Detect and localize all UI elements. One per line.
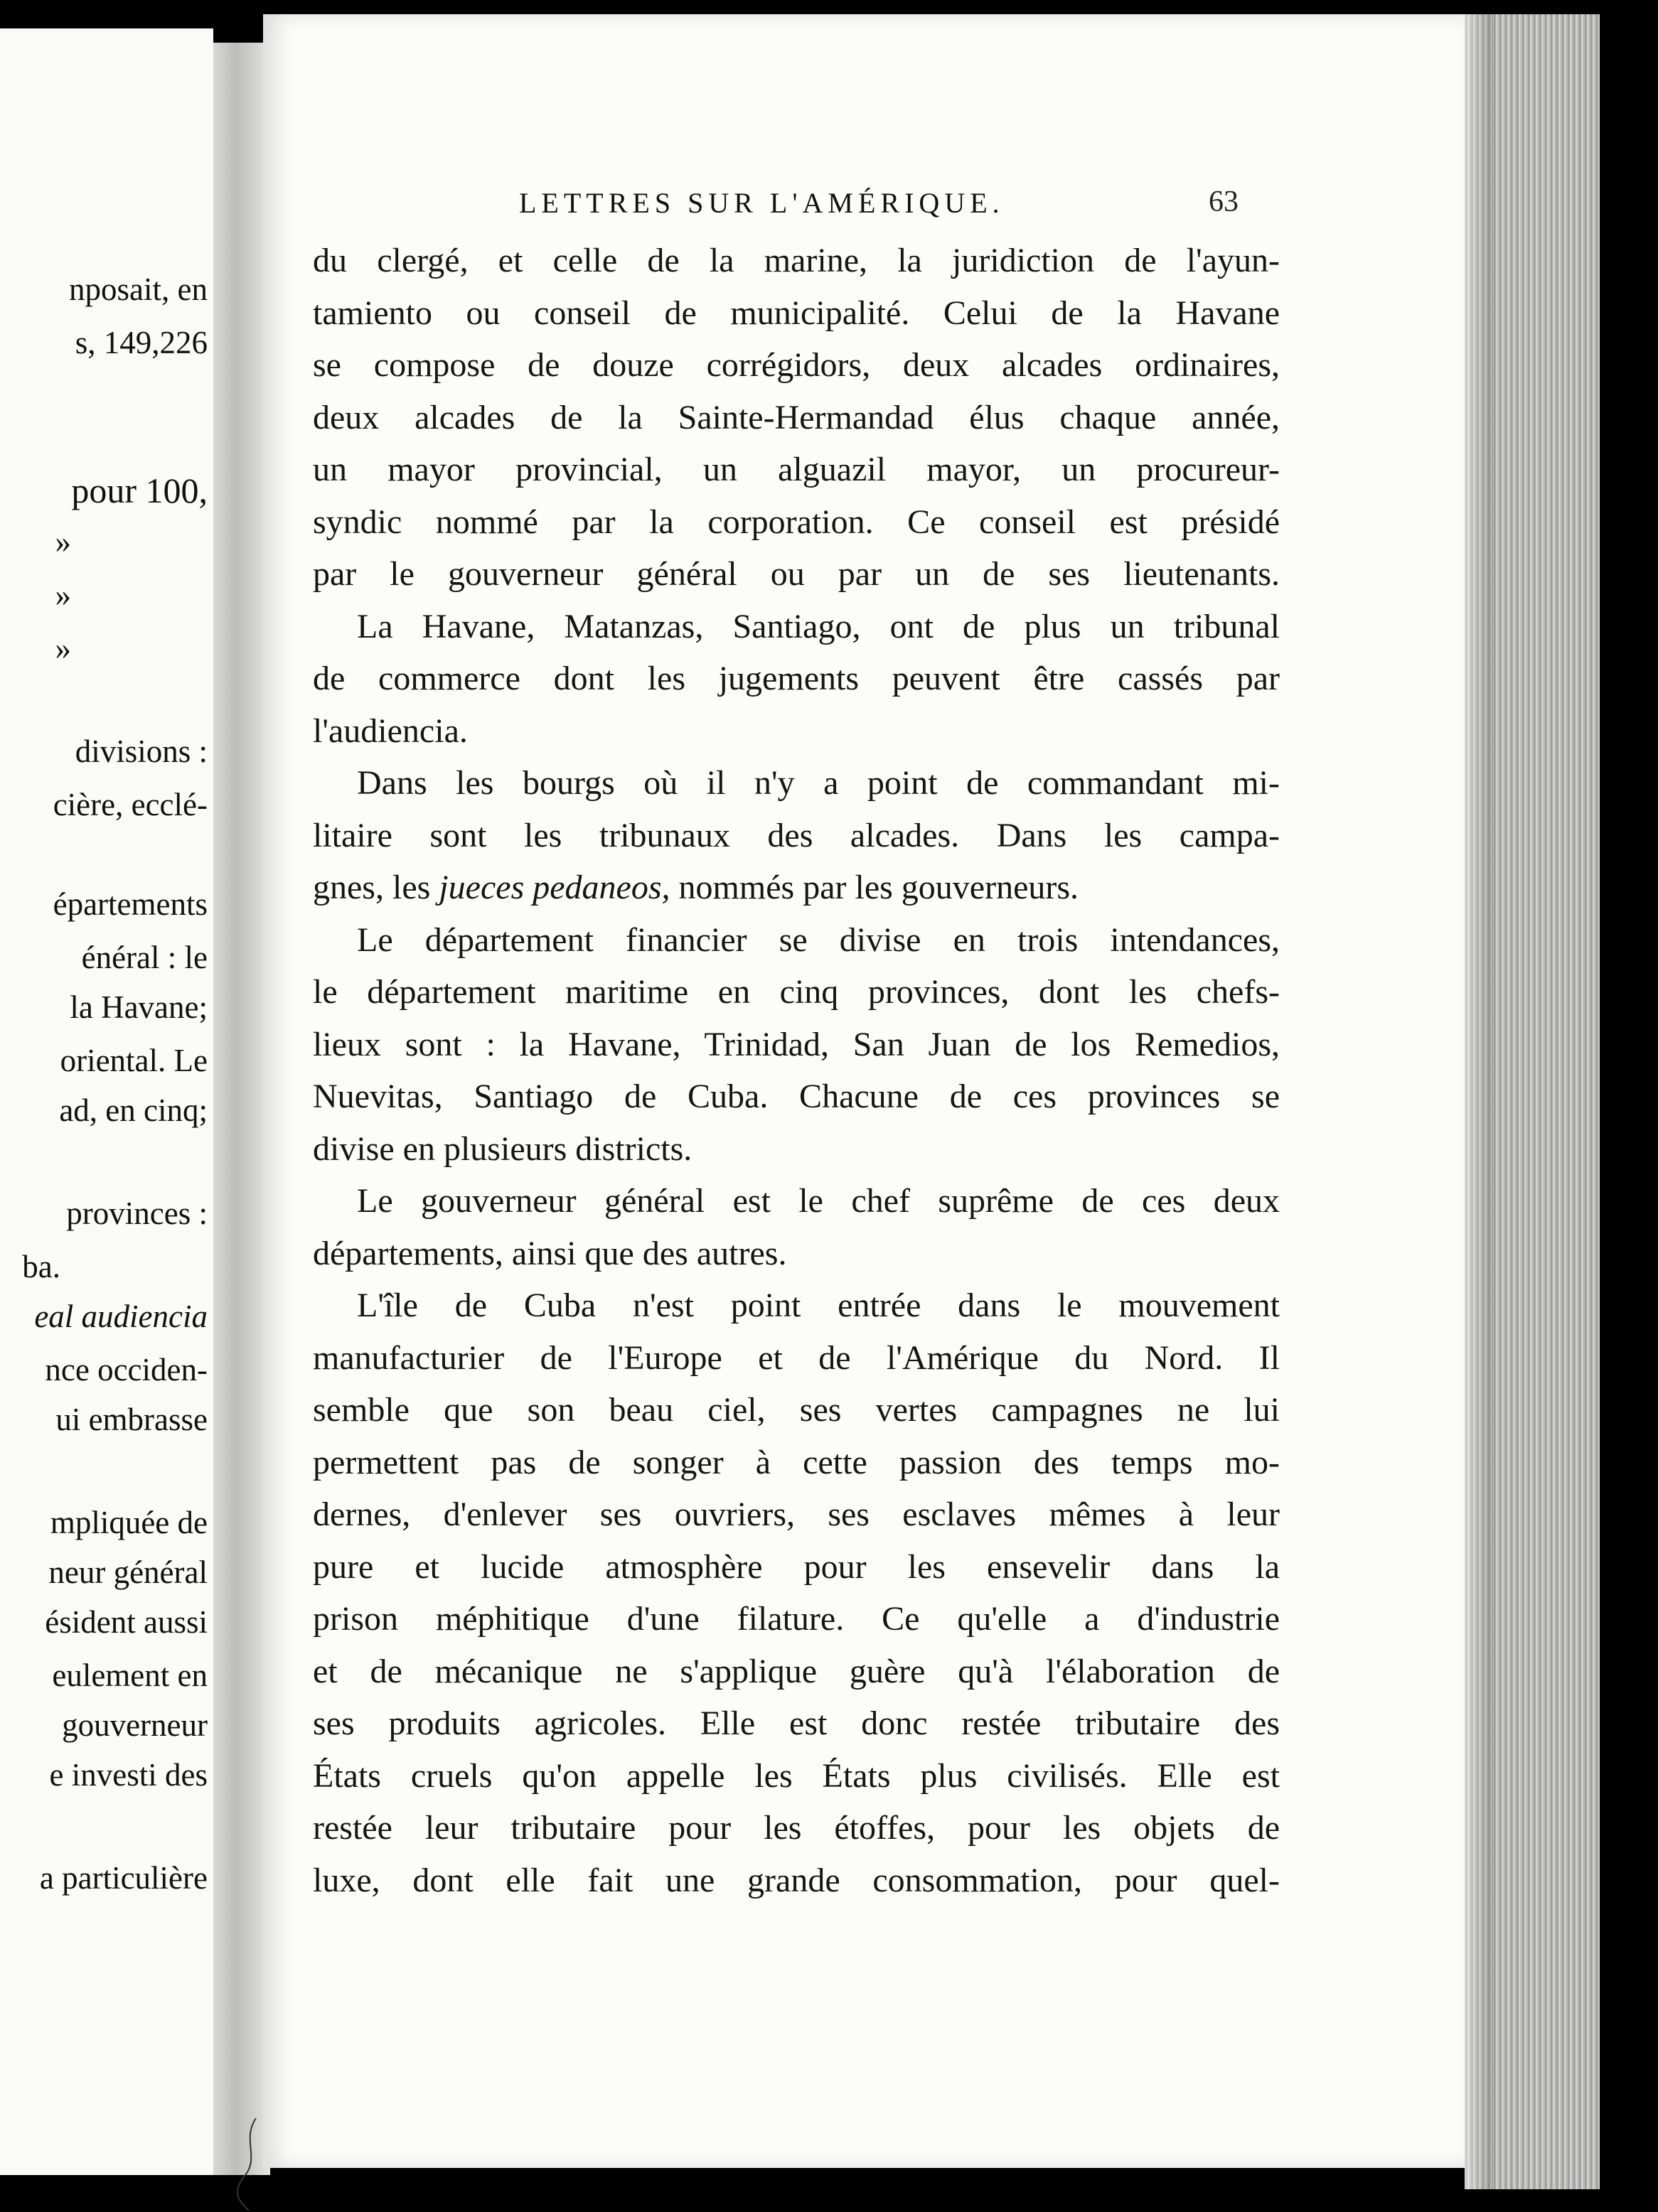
text-fragment: gnes, les xyxy=(313,869,431,906)
left-page-line: eulement en xyxy=(52,1658,208,1693)
text-line: L'île de Cuba n'est point entrée dans le mouvement xyxy=(357,1287,1280,1324)
page-edge-shadow xyxy=(1465,14,1493,2189)
binding-thread xyxy=(235,2118,263,2211)
left-page-line: divisions : xyxy=(75,734,208,769)
book-gutter xyxy=(213,43,270,2175)
text-line: Dans les bourgs où il n'y a point de commandant mi- xyxy=(357,764,1280,802)
left-page-line: ui embrasse xyxy=(55,1402,208,1437)
text-line: prison méphitique d'une filature. Ce qu'elle a d'industrie xyxy=(313,1600,1280,1638)
text-line: de commerce dont les jugements peuvent être cassés par xyxy=(313,660,1280,697)
text-line: divise en plusieurs districts. xyxy=(313,1129,692,1168)
text-line: États cruels qu'on appelle les États plus civilisés. Elle est xyxy=(313,1756,1280,1795)
text-line: manufacturier de l'Europe et de l'Amérique du Nord. Il xyxy=(313,1338,1280,1377)
left-page-line: provinces : xyxy=(66,1196,208,1231)
text-line: par le gouverneur général ou par un de ses lieutenants. xyxy=(313,555,1280,593)
left-page-line: ad, en cinq; xyxy=(59,1092,208,1128)
text-line: permettent pas de songer à cette passion des temps mo- xyxy=(313,1443,1280,1481)
left-page-line: épartements xyxy=(53,886,208,922)
left-page-line: gouverneur xyxy=(62,1707,208,1743)
left-page-line: neur général xyxy=(48,1555,208,1590)
text-line: restée leur tributaire pour les étoffes, pour les objets de xyxy=(313,1809,1280,1847)
text-line: lieux sont : la Havane, Trinidad, San Juan de los Remedios, xyxy=(313,1025,1280,1063)
left-page-line: nposait, en xyxy=(69,272,208,307)
text-line: du clergé, et celle de la marine, la juridiction de l'ayun- xyxy=(313,242,1280,279)
text-line: semble que son beau ciel, ses vertes campagnes ne lui xyxy=(313,1391,1280,1429)
text-line: l'audiencia. xyxy=(313,712,468,750)
text-line: deux alcades de la Sainte-Hermandad élus chaque année, xyxy=(313,398,1280,436)
left-page-line: oriental. Le xyxy=(60,1043,208,1078)
text-line: Le gouverneur général est le chef suprême de ces deux xyxy=(357,1182,1280,1220)
text-line: Le département financier se divise en trois intendances, xyxy=(357,920,1280,959)
text-line: un mayor provincial, un alguazil mayor, un procureur- xyxy=(313,451,1280,488)
text-line: et de mécanique ne s'applique guère qu'à l'élaboration de xyxy=(313,1652,1280,1690)
text-line: dernes, d'enlever ses ouvriers, ses esclaves mêmes à leur xyxy=(313,1496,1280,1533)
left-page-line: ba. xyxy=(22,1249,60,1284)
left-page-line: énéral : le xyxy=(81,940,208,975)
left-page-line: s, 149,226 xyxy=(75,325,208,360)
left-page-line: » xyxy=(55,524,71,559)
running-title: LETTRES SUR L'AMÉRIQUE. xyxy=(519,187,1005,219)
left-page-line: pour 100, xyxy=(71,471,208,510)
text-line: départements, ainsi que des autres. xyxy=(313,1234,787,1272)
text-line: ses produits agricoles. Elle est donc restée tributaire des xyxy=(313,1704,1280,1742)
left-facing-page xyxy=(0,28,213,2175)
text-line-mixed xyxy=(313,861,1280,914)
text-fragment: nommés par les gouverneurs. xyxy=(678,869,1079,906)
left-page-line: mpliquée de xyxy=(50,1505,208,1540)
text-line: Nuevitas, Santiago de Cuba. Chacune de ces provinces se xyxy=(313,1078,1280,1115)
italic-term: jueces pedaneos, xyxy=(439,869,670,906)
text-line: tamiento ou conseil de municipalité. Celui de la Havane xyxy=(313,294,1280,332)
body-text xyxy=(313,235,1280,1906)
left-page-line: eal audiencia xyxy=(34,1299,208,1334)
page-number: 63 xyxy=(1209,186,1239,218)
left-page-line: ésident aussi xyxy=(45,1604,208,1640)
text-line: syndic nommé par la corporation. Ce conseil est présidé xyxy=(313,503,1280,541)
text-line: le département maritime en cinq provinces, dont les chefs- xyxy=(313,973,1280,1011)
left-page-line: a particulière xyxy=(39,1860,208,1896)
text-line: luxe, dont elle fait une grande consommation, pour quel- xyxy=(313,1861,1280,1899)
left-page-line: la Havane; xyxy=(70,989,208,1025)
left-page-line: nce occiden- xyxy=(45,1352,208,1387)
left-page-line: » xyxy=(55,577,71,613)
text-line: pure et lucide atmosphère pour les ensevelir dans la xyxy=(313,1547,1280,1586)
text-line: litaire sont les tribunaux des alcades. Dans les campa- xyxy=(313,816,1280,854)
left-page-line: e investi des xyxy=(49,1757,208,1793)
left-page-line: cière, ecclé- xyxy=(53,787,208,822)
text-line: se compose de douze corrégidors, deux alcades ordinaires, xyxy=(313,346,1280,384)
left-page-line: » xyxy=(55,630,71,666)
text-line: La Havane, Matanzas, Santiago, ont de plus un tribunal xyxy=(357,607,1280,645)
